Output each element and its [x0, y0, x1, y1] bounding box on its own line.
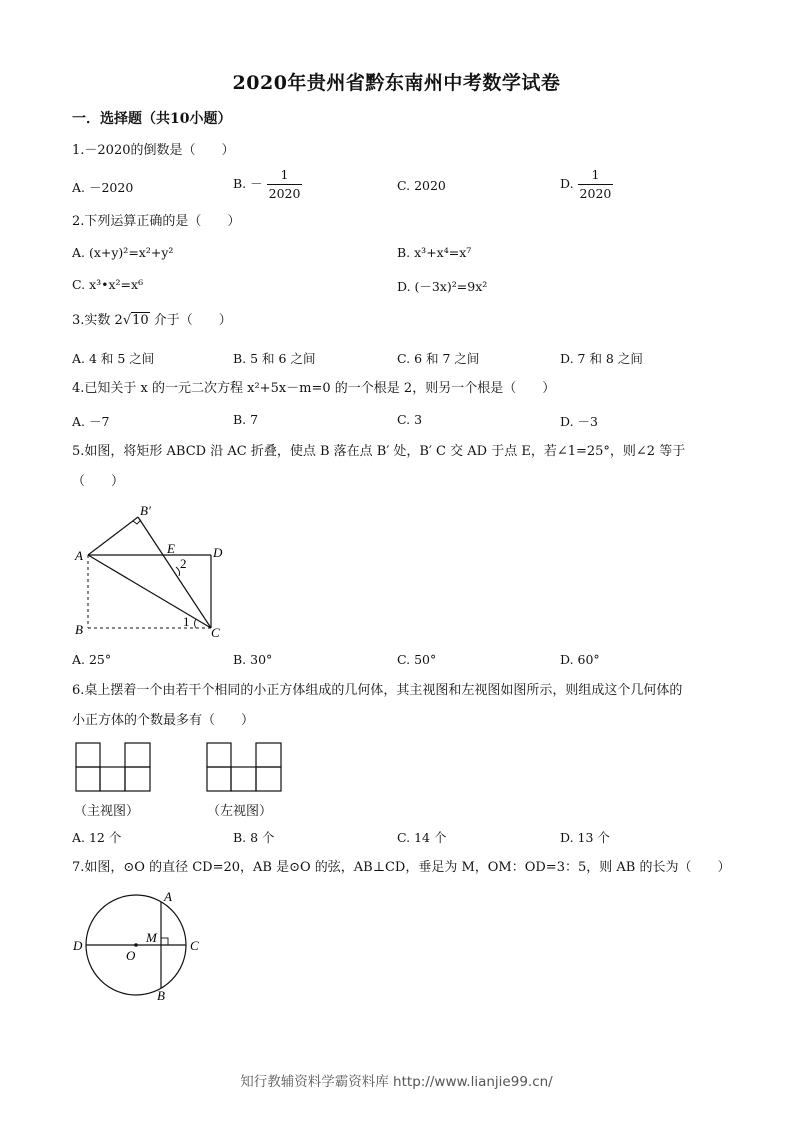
segment-AB-prime: [88, 517, 138, 555]
label-B: B: [157, 988, 165, 1003]
q3-option-a: A. 4 和 5 之间: [72, 351, 155, 366]
q4-option-a: A. －7: [72, 414, 110, 429]
q5-option-a: A. 25°: [72, 652, 112, 667]
page-title: 2020年贵州省黔东南州中考数学试卷: [232, 72, 561, 94]
q1-option-b: [233, 166, 302, 203]
label-A: A: [164, 889, 172, 904]
q2-option-b: B. x³+x⁴=x⁷: [397, 245, 472, 260]
q2-option-c: C. x³•x²=x⁶: [72, 277, 144, 292]
label-B-prime: B′: [140, 503, 151, 518]
q1-option-c: C. 2020: [397, 178, 446, 193]
main-view-caption: （主视图）: [74, 804, 140, 819]
q1-d-numerator: 1: [578, 166, 614, 185]
right-angle-mark: [161, 938, 168, 945]
label-C: C: [190, 938, 199, 953]
q1-d-denominator: 2020: [579, 186, 612, 201]
label-A: A: [75, 548, 83, 563]
q5-option-b: B. 30°: [233, 652, 273, 667]
label-angle-2: 2: [180, 556, 187, 571]
q6-option-b: B. 8 个: [233, 830, 275, 845]
question-2-stem: 2.下列运算正确的是（ ）: [72, 214, 241, 229]
label-D: D: [73, 938, 83, 953]
question-5-stem-line2: （ ）: [72, 474, 125, 489]
q6-option-d: D. 13 个: [560, 830, 610, 845]
q1-option-b-fraction: [267, 166, 303, 203]
question-6-stem-line1: 6.桌上摆着一个由若干个相同的小正方体组成的几何体，其主视图和左视图如图所示，则组成这个几何体的: [72, 683, 683, 698]
q1-b-numerator: 1: [267, 166, 303, 185]
q3-stem-suffix: 介于（ ）: [149, 313, 232, 328]
main-view-figure: [74, 740, 154, 792]
q6-option-c: C. 14 个: [397, 830, 447, 845]
question-3-stem: [72, 312, 232, 330]
question-6-stem-line2: 小正方体的个数最多有（ ）: [72, 713, 255, 728]
question-5-stem-line1: 5.如图，将矩形 ABCD 沿 AC 折叠，使点 B 落在点 B′ 处，B′ C 交 AD 于点 E，若∠1=25°，则∠2 等于: [72, 444, 686, 459]
label-E: E: [167, 541, 175, 556]
q3-stem-prefix: 3.实数 2: [72, 313, 123, 328]
center-point: [134, 943, 138, 947]
left-view-caption: （左视图）: [207, 804, 273, 819]
q4-option-d: D. －3: [560, 414, 598, 429]
question-4-stem: 4.已知关于 x 的一元二次方程 x²+5x－m=0 的一个根是 2，则另一个根是（ ）: [72, 381, 556, 396]
footer-watermark: 知行教辅资料学霸资料库 http://www.lianjie99.cn/: [240, 1074, 553, 1090]
segment-AC: [88, 555, 211, 628]
label-O: O: [126, 948, 136, 963]
q1-option-d-prefix: D.: [560, 176, 574, 191]
q5-option-d: D. 60°: [560, 652, 600, 667]
left-view-figure: [205, 740, 285, 792]
q5-option-c: C. 50°: [397, 652, 437, 667]
question-7-stem: 7.如图，⊙O 的直径 CD=20，AB 是⊙O 的弦，AB⊥CD，垂足为 M，OM：OD=3：5，则 AB 的长为（ ）: [72, 860, 731, 875]
label-C: C: [211, 625, 220, 640]
label-angle-1: 1: [183, 614, 190, 629]
q1-b-denominator: 2020: [268, 186, 301, 201]
q1-option-d-fraction: [578, 166, 614, 203]
label-M: M: [146, 930, 157, 945]
q3-option-b: B. 5 和 6 之间: [233, 351, 316, 366]
sqrt-symbol: √: [122, 313, 132, 328]
q1-option-b-prefix: B. －: [233, 176, 263, 191]
q5-rectangle-fold-figure: [70, 500, 240, 640]
q6-option-a: A. 12 个: [72, 830, 122, 845]
q4-option-c: C. 3: [397, 412, 423, 427]
q1-option-d: [560, 166, 613, 203]
segment-B-prime-C: [138, 517, 211, 628]
label-B: B: [75, 622, 83, 637]
q3-radicand: 10: [132, 313, 149, 328]
angle-1-arc: [195, 619, 197, 628]
question-1-stem: 1.－2020的倒数是（ ）: [72, 143, 235, 158]
q2-option-a: A. (x+y)²=x²+y²: [72, 245, 174, 260]
q4-option-b: B. 7: [233, 412, 259, 427]
label-D: D: [213, 545, 223, 560]
q3-option-d: D. 7 和 8 之间: [560, 351, 643, 366]
q1-option-a: A. －2020: [72, 180, 134, 195]
q7-circle-figure: [70, 885, 210, 1005]
section-heading: 一．选择题（共10小题）: [72, 111, 232, 127]
q3-option-c: C. 6 和 7 之间: [397, 351, 480, 366]
q2-option-d: D. (－3x)²=9x²: [397, 279, 488, 294]
